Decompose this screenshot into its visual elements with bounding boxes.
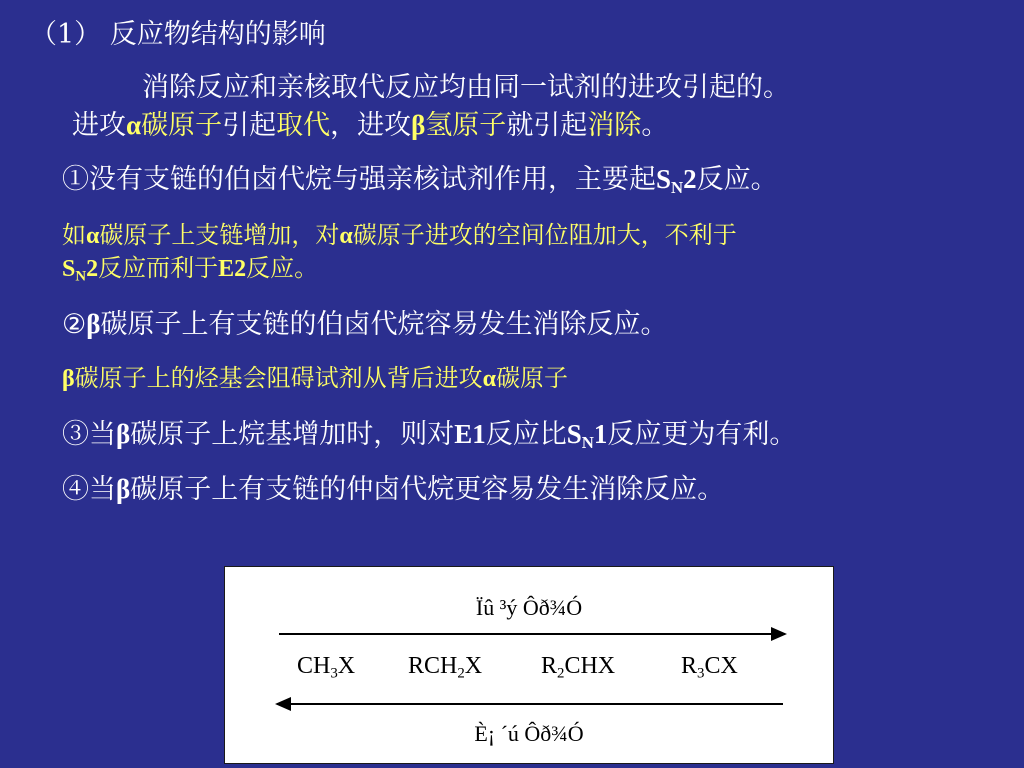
note-2: β碳原子上的烃基会阻碍试剂从背后进攻α碳原子 xyxy=(62,364,569,392)
point-1 xyxy=(62,164,778,198)
alpha-symbol: α xyxy=(482,366,497,392)
intro-text: 引起 xyxy=(222,110,277,141)
elimination-tendency-label: Ïû ³ý Ôð¾Ó xyxy=(475,595,583,620)
arrow-left xyxy=(277,703,783,705)
arrow-right xyxy=(279,633,785,635)
intro-text: ，进攻 xyxy=(330,110,412,141)
intro-line-1: 消除反应和亲核取代反应均由同一试剂的进攻引起的。 xyxy=(142,72,790,103)
point-3: ③当β碳原子上烷基增加时，则对E1反应比$S_N1$反应更为有利。 xyxy=(62,419,797,453)
sn-symbol: $S_N1$ xyxy=(566,419,608,453)
highlight-substitution: 取代 xyxy=(276,110,331,141)
alpha-symbol: α xyxy=(126,110,142,140)
point-1-tail: 反应。 xyxy=(696,164,778,195)
point-4: ④当β碳原子上有支链的仲卤代烷更容易发生消除反应。 xyxy=(62,474,725,505)
formula-rch2x: $RCH_2X$ xyxy=(408,653,483,682)
intro-line-2 xyxy=(72,110,668,141)
alpha-symbol: α xyxy=(86,223,100,249)
highlight-carbon-atom: 碳原子 xyxy=(141,110,223,141)
e2-symbol: E2 xyxy=(218,256,247,282)
beta-symbol: β xyxy=(411,110,426,140)
reactivity-diagram xyxy=(224,566,834,764)
note-1-line-1: 如α碳原子上支链增加，对α碳原子进攻的空间位阻加大，不利于 xyxy=(62,221,737,249)
e1-symbol: E1 xyxy=(454,419,486,449)
highlight-elimination: 消除 xyxy=(587,110,642,141)
alpha-symbol: α xyxy=(339,223,353,249)
point-1-text: ①没有支链的伯卤代烷与强亲核试剂作用，主要起 xyxy=(62,164,656,195)
intro-text: 就引起 xyxy=(506,110,588,141)
page-title: （1） 反应物结构的影响 xyxy=(30,19,326,50)
intro-text: 进攻 xyxy=(72,110,126,141)
point-2: ②β碳原子上有支链的伯卤代烷容易发生消除反应。 xyxy=(62,309,668,340)
sn-symbol: $S_N2$ xyxy=(62,256,99,285)
formula-r3cx: $R_3CX$ xyxy=(681,653,738,682)
formula-r2chx: $R_2CHX$ xyxy=(541,653,616,682)
beta-symbol: β xyxy=(62,366,75,392)
sn-symbol: $S_N2$ xyxy=(656,164,697,198)
beta-symbol: β xyxy=(116,474,131,504)
beta-symbol: β xyxy=(86,309,101,339)
highlight-hydrogen-atom: 氢原子 xyxy=(425,110,507,141)
substitution-tendency-label: È¡ ´ú Ôð¾Ó xyxy=(474,721,584,746)
formula-ch3x: $CH_3X$ xyxy=(297,653,356,682)
note-1-line-2: $S_N2$反应而利于E2反应。 xyxy=(62,254,319,285)
intro-text: 。 xyxy=(641,110,669,141)
beta-symbol: β xyxy=(116,419,131,449)
